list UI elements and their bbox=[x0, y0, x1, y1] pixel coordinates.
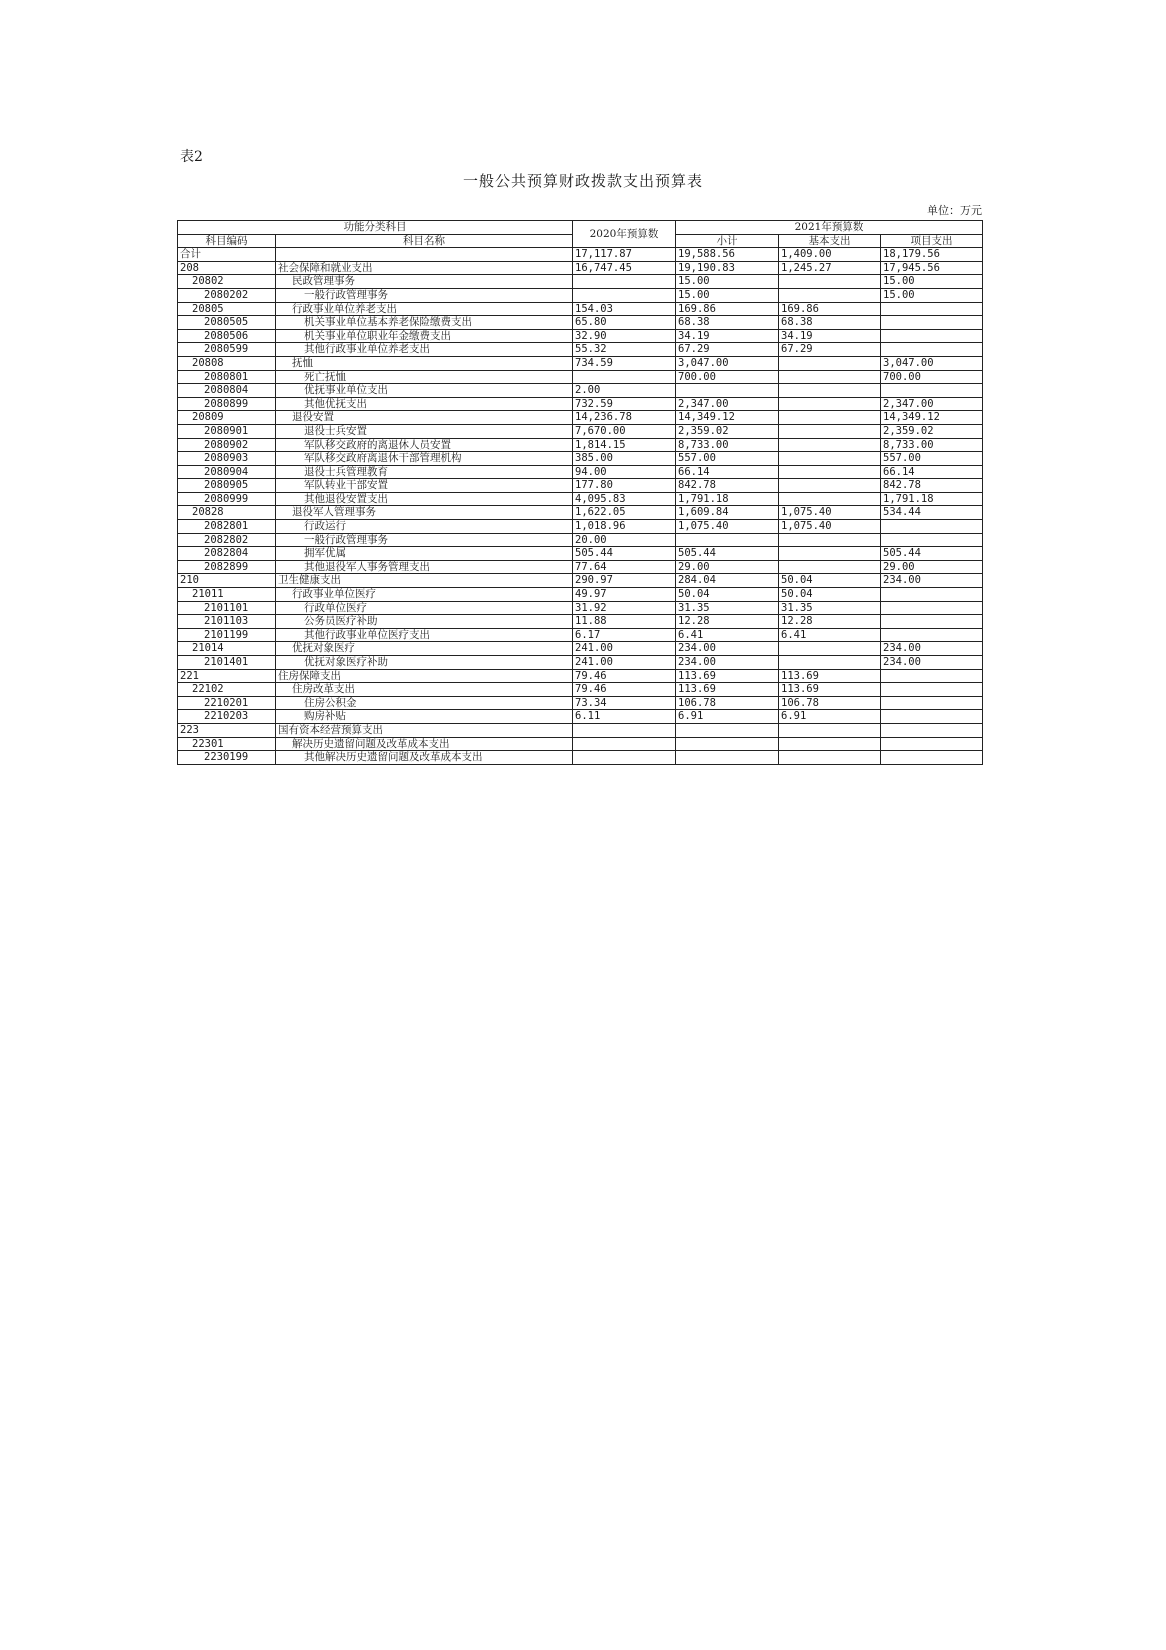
cell-basic: 1,245.27 bbox=[779, 261, 881, 275]
cell-name: 行政运行 bbox=[276, 520, 573, 534]
cell-project: 3,047.00 bbox=[881, 356, 983, 370]
cell-project: 700.00 bbox=[881, 370, 983, 384]
cell-subtotal: 169.86 bbox=[676, 302, 779, 316]
cell-basic: 1,409.00 bbox=[779, 248, 881, 262]
cell-name: 住房改革支出 bbox=[276, 683, 573, 697]
cell-budget-2020: 32.90 bbox=[573, 329, 676, 343]
cell-name: 购房补贴 bbox=[276, 710, 573, 724]
cell-budget-2020: 79.46 bbox=[573, 683, 676, 697]
cell-project: 8,733.00 bbox=[881, 438, 983, 452]
cell-name: 其他退役军人事务管理支出 bbox=[276, 560, 573, 574]
cell-subtotal: 842.78 bbox=[676, 479, 779, 493]
cell-basic bbox=[779, 384, 881, 398]
cell-basic: 12.28 bbox=[779, 615, 881, 629]
cell-project: 534.44 bbox=[881, 506, 983, 520]
cell-project bbox=[881, 683, 983, 697]
cell-basic bbox=[779, 288, 881, 302]
cell-code: 20809 bbox=[178, 411, 276, 425]
cell-code: 2082804 bbox=[178, 547, 276, 561]
table-row bbox=[178, 642, 983, 656]
cell-budget-2020: 1,622.05 bbox=[573, 506, 676, 520]
table-row bbox=[178, 547, 983, 561]
cell-project: 15.00 bbox=[881, 288, 983, 302]
cell-basic bbox=[779, 275, 881, 289]
cell-subtotal: 6.91 bbox=[676, 710, 779, 724]
cell-subtotal: 8,733.00 bbox=[676, 438, 779, 452]
cell-code: 223 bbox=[178, 723, 276, 737]
cell-name bbox=[276, 248, 573, 262]
table-row bbox=[178, 465, 983, 479]
cell-basic bbox=[779, 533, 881, 547]
cell-basic: 68.38 bbox=[779, 316, 881, 330]
cell-name: 其他优抚支出 bbox=[276, 397, 573, 411]
header-subtotal: 小计 bbox=[676, 234, 779, 248]
cell-subtotal: 68.38 bbox=[676, 316, 779, 330]
cell-name: 抚恤 bbox=[276, 356, 573, 370]
cell-budget-2020: 14,236.78 bbox=[573, 411, 676, 425]
cell-subtotal: 505.44 bbox=[676, 547, 779, 561]
table-row bbox=[178, 574, 983, 588]
cell-subtotal: 34.19 bbox=[676, 329, 779, 343]
cell-project bbox=[881, 737, 983, 751]
cell-budget-2020: 17,117.87 bbox=[573, 248, 676, 262]
table-row bbox=[178, 329, 983, 343]
cell-project: 505.44 bbox=[881, 547, 983, 561]
table-row bbox=[178, 669, 983, 683]
cell-basic: 6.41 bbox=[779, 628, 881, 642]
cell-basic bbox=[779, 751, 881, 765]
cell-project bbox=[881, 533, 983, 547]
cell-basic: 113.69 bbox=[779, 683, 881, 697]
cell-budget-2020 bbox=[573, 288, 676, 302]
cell-subtotal: 113.69 bbox=[676, 669, 779, 683]
cell-code: 2082899 bbox=[178, 560, 276, 574]
table-row bbox=[178, 710, 983, 724]
table-row bbox=[178, 302, 983, 316]
table-row bbox=[178, 492, 983, 506]
cell-subtotal: 31.35 bbox=[676, 601, 779, 615]
cell-project: 234.00 bbox=[881, 642, 983, 656]
cell-subtotal bbox=[676, 751, 779, 765]
table-row bbox=[178, 343, 983, 357]
cell-name: 一般行政管理事务 bbox=[276, 533, 573, 547]
cell-budget-2020: 241.00 bbox=[573, 656, 676, 670]
cell-name: 军队移交政府离退休干部管理机构 bbox=[276, 452, 573, 466]
table-row bbox=[178, 751, 983, 765]
table-row bbox=[178, 601, 983, 615]
cell-budget-2020: 16,747.45 bbox=[573, 261, 676, 275]
header-project: 项目支出 bbox=[881, 234, 983, 248]
table-row bbox=[178, 479, 983, 493]
cell-budget-2020: 290.97 bbox=[573, 574, 676, 588]
cell-basic bbox=[779, 492, 881, 506]
cell-basic: 169.86 bbox=[779, 302, 881, 316]
header-budget-2020: 2020年预算数 bbox=[573, 221, 676, 248]
cell-name: 机关事业单位职业年金缴费支出 bbox=[276, 329, 573, 343]
cell-subtotal: 2,347.00 bbox=[676, 397, 779, 411]
header-functional-category: 功能分类科目 bbox=[178, 221, 573, 235]
cell-subtotal: 557.00 bbox=[676, 452, 779, 466]
table-row bbox=[178, 384, 983, 398]
cell-name: 行政单位医疗 bbox=[276, 601, 573, 615]
cell-subtotal: 19,190.83 bbox=[676, 261, 779, 275]
table-row bbox=[178, 261, 983, 275]
header-name: 科目名称 bbox=[276, 234, 573, 248]
table-row bbox=[178, 356, 983, 370]
cell-code: 20808 bbox=[178, 356, 276, 370]
cell-budget-2020: 94.00 bbox=[573, 465, 676, 479]
table-row bbox=[178, 560, 983, 574]
table-row bbox=[178, 656, 983, 670]
cell-name: 其他行政事业单位医疗支出 bbox=[276, 628, 573, 642]
table-row bbox=[178, 316, 983, 330]
cell-basic bbox=[779, 397, 881, 411]
cell-budget-2020: 73.34 bbox=[573, 696, 676, 710]
cell-basic bbox=[779, 356, 881, 370]
cell-code: 22301 bbox=[178, 737, 276, 751]
cell-basic bbox=[779, 547, 881, 561]
cell-basic: 106.78 bbox=[779, 696, 881, 710]
cell-name: 拥军优属 bbox=[276, 547, 573, 561]
unit-label: 单位：万元 bbox=[927, 204, 982, 217]
cell-name: 解决历史遗留问题及改革成本支出 bbox=[276, 737, 573, 751]
cell-subtotal: 1,791.18 bbox=[676, 492, 779, 506]
cell-project bbox=[881, 615, 983, 629]
cell-code: 2080804 bbox=[178, 384, 276, 398]
cell-basic: 1,075.40 bbox=[779, 520, 881, 534]
cell-basic bbox=[779, 370, 881, 384]
cell-basic bbox=[779, 465, 881, 479]
cell-budget-2020: 4,095.83 bbox=[573, 492, 676, 506]
cell-budget-2020: 177.80 bbox=[573, 479, 676, 493]
cell-basic bbox=[779, 452, 881, 466]
header-basic: 基本支出 bbox=[779, 234, 881, 248]
cell-name: 退役士兵安置 bbox=[276, 424, 573, 438]
table-row bbox=[178, 696, 983, 710]
cell-name: 机关事业单位基本养老保险缴费支出 bbox=[276, 316, 573, 330]
cell-code: 2080202 bbox=[178, 288, 276, 302]
cell-code: 2101401 bbox=[178, 656, 276, 670]
cell-budget-2020: 2.00 bbox=[573, 384, 676, 398]
cell-code: 20828 bbox=[178, 506, 276, 520]
cell-code: 2082801 bbox=[178, 520, 276, 534]
cell-basic: 1,075.40 bbox=[779, 506, 881, 520]
cell-basic: 113.69 bbox=[779, 669, 881, 683]
cell-subtotal: 106.78 bbox=[676, 696, 779, 710]
budget-table bbox=[177, 220, 983, 765]
cell-subtotal: 2,359.02 bbox=[676, 424, 779, 438]
table-row bbox=[178, 615, 983, 629]
cell-name: 公务员医疗补助 bbox=[276, 615, 573, 629]
cell-basic: 50.04 bbox=[779, 574, 881, 588]
cell-name: 一般行政管理事务 bbox=[276, 288, 573, 302]
cell-budget-2020: 241.00 bbox=[573, 642, 676, 656]
cell-name: 其他行政事业单位养老支出 bbox=[276, 343, 573, 357]
cell-budget-2020: 79.46 bbox=[573, 669, 676, 683]
table-row bbox=[178, 275, 983, 289]
cell-budget-2020: 385.00 bbox=[573, 452, 676, 466]
cell-subtotal: 67.29 bbox=[676, 343, 779, 357]
table-row bbox=[178, 411, 983, 425]
cell-name: 其他退役安置支出 bbox=[276, 492, 573, 506]
cell-budget-2020: 20.00 bbox=[573, 533, 676, 547]
cell-budget-2020: 31.92 bbox=[573, 601, 676, 615]
table-row bbox=[178, 628, 983, 642]
cell-basic bbox=[779, 737, 881, 751]
cell-budget-2020: 6.11 bbox=[573, 710, 676, 724]
cell-project: 1,791.18 bbox=[881, 492, 983, 506]
cell-code: 2080599 bbox=[178, 343, 276, 357]
cell-code: 21014 bbox=[178, 642, 276, 656]
cell-subtotal: 1,609.84 bbox=[676, 506, 779, 520]
cell-subtotal: 6.41 bbox=[676, 628, 779, 642]
cell-basic bbox=[779, 560, 881, 574]
cell-subtotal bbox=[676, 737, 779, 751]
cell-project bbox=[881, 710, 983, 724]
cell-budget-2020: 732.59 bbox=[573, 397, 676, 411]
cell-project bbox=[881, 316, 983, 330]
cell-code: 2080505 bbox=[178, 316, 276, 330]
cell-budget-2020: 1,814.15 bbox=[573, 438, 676, 452]
cell-budget-2020 bbox=[573, 723, 676, 737]
cell-name: 优抚事业单位支出 bbox=[276, 384, 573, 398]
cell-code: 2101101 bbox=[178, 601, 276, 615]
cell-project: 234.00 bbox=[881, 574, 983, 588]
cell-budget-2020 bbox=[573, 751, 676, 765]
cell-code: 2080905 bbox=[178, 479, 276, 493]
cell-budget-2020: 505.44 bbox=[573, 547, 676, 561]
table-row bbox=[178, 452, 983, 466]
cell-project: 29.00 bbox=[881, 560, 983, 574]
table-row bbox=[178, 723, 983, 737]
cell-basic bbox=[779, 438, 881, 452]
cell-basic: 34.19 bbox=[779, 329, 881, 343]
table-row bbox=[178, 533, 983, 547]
header-code: 科目编码 bbox=[178, 234, 276, 248]
cell-code: 合计 bbox=[178, 248, 276, 262]
cell-subtotal: 14,349.12 bbox=[676, 411, 779, 425]
table-row bbox=[178, 520, 983, 534]
cell-budget-2020: 6.17 bbox=[573, 628, 676, 642]
cell-budget-2020: 55.32 bbox=[573, 343, 676, 357]
table-body bbox=[178, 248, 983, 765]
cell-project bbox=[881, 723, 983, 737]
cell-code: 2210203 bbox=[178, 710, 276, 724]
cell-basic bbox=[779, 411, 881, 425]
cell-budget-2020: 65.80 bbox=[573, 316, 676, 330]
cell-name: 民政管理事务 bbox=[276, 275, 573, 289]
cell-basic bbox=[779, 723, 881, 737]
cell-code: 20802 bbox=[178, 275, 276, 289]
table-row bbox=[178, 370, 983, 384]
cell-project bbox=[881, 588, 983, 602]
cell-name: 优抚对象医疗 bbox=[276, 642, 573, 656]
cell-subtotal: 66.14 bbox=[676, 465, 779, 479]
cell-code: 2080903 bbox=[178, 452, 276, 466]
cell-code: 2080899 bbox=[178, 397, 276, 411]
cell-project: 18,179.56 bbox=[881, 248, 983, 262]
cell-project bbox=[881, 384, 983, 398]
cell-project bbox=[881, 329, 983, 343]
cell-name: 卫生健康支出 bbox=[276, 574, 573, 588]
table-row bbox=[178, 737, 983, 751]
cell-subtotal: 113.69 bbox=[676, 683, 779, 697]
cell-basic: 6.91 bbox=[779, 710, 881, 724]
cell-project: 66.14 bbox=[881, 465, 983, 479]
cell-project: 2,347.00 bbox=[881, 397, 983, 411]
cell-project bbox=[881, 751, 983, 765]
cell-subtotal: 12.28 bbox=[676, 615, 779, 629]
cell-name: 行政事业单位养老支出 bbox=[276, 302, 573, 316]
cell-budget-2020: 154.03 bbox=[573, 302, 676, 316]
cell-name: 其他解决历史遗留问题及改革成本支出 bbox=[276, 751, 573, 765]
cell-code: 2080904 bbox=[178, 465, 276, 479]
cell-code: 2230199 bbox=[178, 751, 276, 765]
cell-subtotal bbox=[676, 533, 779, 547]
cell-project bbox=[881, 520, 983, 534]
cell-code: 2101103 bbox=[178, 615, 276, 629]
cell-subtotal: 19,588.56 bbox=[676, 248, 779, 262]
cell-subtotal: 700.00 bbox=[676, 370, 779, 384]
table-header bbox=[178, 221, 983, 248]
table-row bbox=[178, 588, 983, 602]
cell-subtotal: 15.00 bbox=[676, 275, 779, 289]
cell-code: 2210201 bbox=[178, 696, 276, 710]
cell-project bbox=[881, 628, 983, 642]
cell-basic bbox=[779, 642, 881, 656]
cell-subtotal: 234.00 bbox=[676, 642, 779, 656]
cell-subtotal bbox=[676, 384, 779, 398]
table-row bbox=[178, 397, 983, 411]
cell-budget-2020: 1,018.96 bbox=[573, 520, 676, 534]
cell-project: 17,945.56 bbox=[881, 261, 983, 275]
cell-subtotal: 50.04 bbox=[676, 588, 779, 602]
cell-code: 20805 bbox=[178, 302, 276, 316]
page-title: 一般公共预算财政拨款支出预算表 bbox=[462, 172, 703, 190]
cell-subtotal: 234.00 bbox=[676, 656, 779, 670]
table-number-label: 表2 bbox=[180, 149, 203, 165]
cell-name: 住房公积金 bbox=[276, 696, 573, 710]
cell-code: 208 bbox=[178, 261, 276, 275]
cell-name: 国有资本经营预算支出 bbox=[276, 723, 573, 737]
cell-project: 842.78 bbox=[881, 479, 983, 493]
cell-basic: 50.04 bbox=[779, 588, 881, 602]
cell-subtotal: 284.04 bbox=[676, 574, 779, 588]
cell-subtotal: 3,047.00 bbox=[676, 356, 779, 370]
table-row bbox=[178, 438, 983, 452]
table-row bbox=[178, 506, 983, 520]
cell-code: 2080902 bbox=[178, 438, 276, 452]
table-row bbox=[178, 683, 983, 697]
table-row bbox=[178, 248, 983, 262]
cell-name: 住房保障支出 bbox=[276, 669, 573, 683]
cell-project bbox=[881, 302, 983, 316]
table-row bbox=[178, 424, 983, 438]
cell-project bbox=[881, 669, 983, 683]
cell-budget-2020: 49.97 bbox=[573, 588, 676, 602]
cell-project: 14,349.12 bbox=[881, 411, 983, 425]
cell-name: 行政事业单位医疗 bbox=[276, 588, 573, 602]
cell-name: 退役安置 bbox=[276, 411, 573, 425]
cell-subtotal: 15.00 bbox=[676, 288, 779, 302]
cell-budget-2020 bbox=[573, 275, 676, 289]
cell-name: 军队移交政府的离退休人员安置 bbox=[276, 438, 573, 452]
cell-budget-2020: 77.64 bbox=[573, 560, 676, 574]
cell-code: 2080901 bbox=[178, 424, 276, 438]
cell-project: 557.00 bbox=[881, 452, 983, 466]
table-row bbox=[178, 288, 983, 302]
cell-budget-2020: 7,670.00 bbox=[573, 424, 676, 438]
cell-code: 2080801 bbox=[178, 370, 276, 384]
cell-name: 社会保障和就业支出 bbox=[276, 261, 573, 275]
cell-project bbox=[881, 601, 983, 615]
cell-name: 优抚对象医疗补助 bbox=[276, 656, 573, 670]
cell-code: 2101199 bbox=[178, 628, 276, 642]
cell-subtotal: 29.00 bbox=[676, 560, 779, 574]
cell-code: 210 bbox=[178, 574, 276, 588]
cell-subtotal: 1,075.40 bbox=[676, 520, 779, 534]
cell-name: 死亡抚恤 bbox=[276, 370, 573, 384]
cell-code: 21011 bbox=[178, 588, 276, 602]
cell-budget-2020 bbox=[573, 737, 676, 751]
cell-code: 22102 bbox=[178, 683, 276, 697]
cell-basic: 67.29 bbox=[779, 343, 881, 357]
cell-budget-2020: 734.59 bbox=[573, 356, 676, 370]
header-budget-2021: 2021年预算数 bbox=[676, 221, 983, 235]
cell-code: 2080506 bbox=[178, 329, 276, 343]
cell-basic bbox=[779, 479, 881, 493]
cell-project: 2,359.02 bbox=[881, 424, 983, 438]
cell-name: 退役军人管理事务 bbox=[276, 506, 573, 520]
cell-code: 221 bbox=[178, 669, 276, 683]
cell-project bbox=[881, 696, 983, 710]
cell-code: 2082802 bbox=[178, 533, 276, 547]
cell-basic bbox=[779, 656, 881, 670]
cell-name: 军队转业干部安置 bbox=[276, 479, 573, 493]
cell-budget-2020 bbox=[573, 370, 676, 384]
cell-code: 2080999 bbox=[178, 492, 276, 506]
cell-name: 退役士兵管理教育 bbox=[276, 465, 573, 479]
cell-project bbox=[881, 343, 983, 357]
cell-subtotal bbox=[676, 723, 779, 737]
cell-project: 234.00 bbox=[881, 656, 983, 670]
cell-basic: 31.35 bbox=[779, 601, 881, 615]
cell-basic bbox=[779, 424, 881, 438]
cell-budget-2020: 11.88 bbox=[573, 615, 676, 629]
cell-project: 15.00 bbox=[881, 275, 983, 289]
